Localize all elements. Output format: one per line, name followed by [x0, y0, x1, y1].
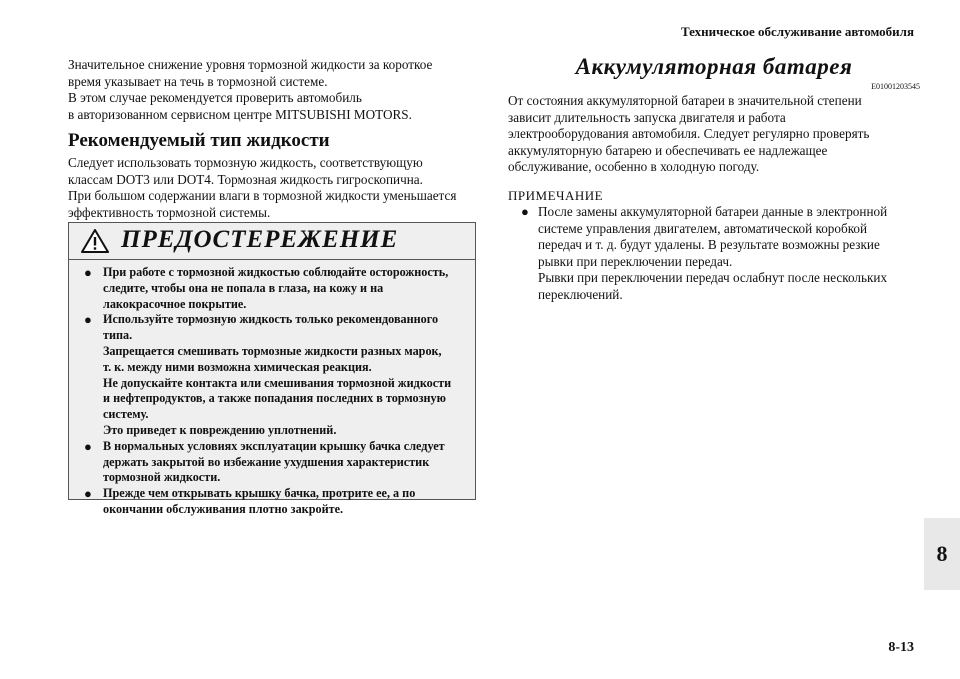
- right-column: [508, 54, 920, 303]
- note-line: передач и т. д. будут удалены. В результате возможны резкие: [538, 237, 880, 252]
- section-line: При большом содержании влаги в тормозной жидкости уменьшается: [68, 188, 457, 203]
- bullet-icon: ●: [84, 486, 92, 502]
- warning-line: систему.: [103, 407, 149, 422]
- bullet-icon: ●: [84, 312, 92, 328]
- intro-line: время указывает на течь в тормозной системе.: [68, 73, 328, 89]
- warning-line: следите, чтобы она не попала в глаза, на кожу и на: [103, 280, 384, 295]
- warning-line: Запрещается смешивать тормозные жидкости разных марок,: [103, 343, 442, 358]
- warning-line: держать закрытой во избежание ухудшения характеристик: [103, 454, 430, 469]
- body-line: От состояния аккумуляторной батареи в значительной степени: [508, 93, 862, 108]
- section-title: Аккумуляторная батарея: [575, 54, 853, 79]
- note-item: [508, 204, 920, 303]
- warning-line: типа.: [103, 328, 133, 343]
- body-line: аккумуляторную батарею и обеспечивать ее надлежащее: [508, 142, 828, 158]
- warning-line: При работе с тормозной жидкостью соблюдайте осторожность,: [103, 265, 449, 279]
- warning-item: [81, 312, 469, 438]
- note-list: [508, 204, 920, 303]
- warning-line: окончании обслуживания плотно закройте.: [103, 501, 344, 516]
- intro-line: в авторизованном сервисном центре MITSUBISHI MOTORS.: [68, 106, 412, 122]
- note-label: ПРИМЕЧАНИЕ: [508, 187, 604, 203]
- warning-box: [68, 222, 476, 516]
- warning-line: лакокрасочное покрытие.: [103, 296, 247, 311]
- warning-line: тормозной жидкости.: [103, 470, 221, 485]
- section-line: классам DOT3 или DOT4. Тормозная жидкость гигроскопична.: [68, 171, 423, 187]
- warning-line: Не допускайте контакта или смешивания тормозной жидкости: [103, 375, 452, 390]
- section-heading: Рекомендуемый тип жидкости: [68, 130, 330, 151]
- warning-item: [81, 486, 469, 518]
- warning-line: Это приведет к повреждению уплотнений.: [103, 422, 337, 437]
- note-line: рывки при переключении передач.: [538, 253, 733, 269]
- bullet-icon: ●: [521, 204, 529, 219]
- body-line: обслуживание, особенно в холодную погоду.: [508, 159, 760, 174]
- page-number: 8-13: [888, 640, 914, 655]
- intro-line: В этом случае рекомендуется проверить автомобиль: [68, 90, 362, 105]
- section-line: эффективность тормозной системы.: [68, 204, 271, 220]
- warning-item: [81, 265, 469, 312]
- warning-line: Используйте тормозную жидкость только рекомендованного: [103, 312, 439, 327]
- running-header: Техническое обслуживание автомобиля: [680, 24, 914, 39]
- chapter-tab: 8: [924, 518, 960, 590]
- left-column: [68, 57, 488, 221]
- bullet-icon: ●: [84, 265, 92, 280]
- warning-triangle-icon: [81, 229, 109, 253]
- section-line: Следует использовать тормозную жидкость, соответствующую: [68, 155, 423, 170]
- warning-item: [81, 439, 469, 486]
- note-line: После замены аккумуляторной батареи данные в электронной: [538, 204, 888, 219]
- warning-line: т. к. между ними возможна химическая реакция.: [103, 359, 372, 374]
- warning-line: и нефтепродуктов, а также попадания последних в тормозную: [103, 391, 446, 406]
- body-line: зависит длительность запуска двигателя и работа: [508, 109, 786, 125]
- warning-title: ПРЕДОСТЕРЕЖЕНИЕ: [121, 226, 399, 253]
- section-code: E01001203545: [871, 82, 920, 91]
- body-line: электрооборудования автомобиля. Следует регулярно проверять: [508, 126, 870, 141]
- warning-list: [81, 265, 469, 518]
- warning-header: [69, 223, 475, 260]
- warning-line: Прежде чем открывать крышку бачка, протрите ее, а по: [103, 486, 416, 501]
- note-line: Рывки при переключении передач ослабнут после нескольких: [538, 270, 888, 285]
- intro-line: Значительное снижение уровня тормозной жидкости за короткое: [68, 57, 433, 72]
- note-line: переключений.: [538, 286, 623, 302]
- warning-line: В нормальных условиях эксплуатации крышку бачка следует: [103, 438, 445, 453]
- bullet-icon: ●: [84, 438, 92, 454]
- note-line: системе управления двигателем, автоматической коробкой: [538, 220, 868, 236]
